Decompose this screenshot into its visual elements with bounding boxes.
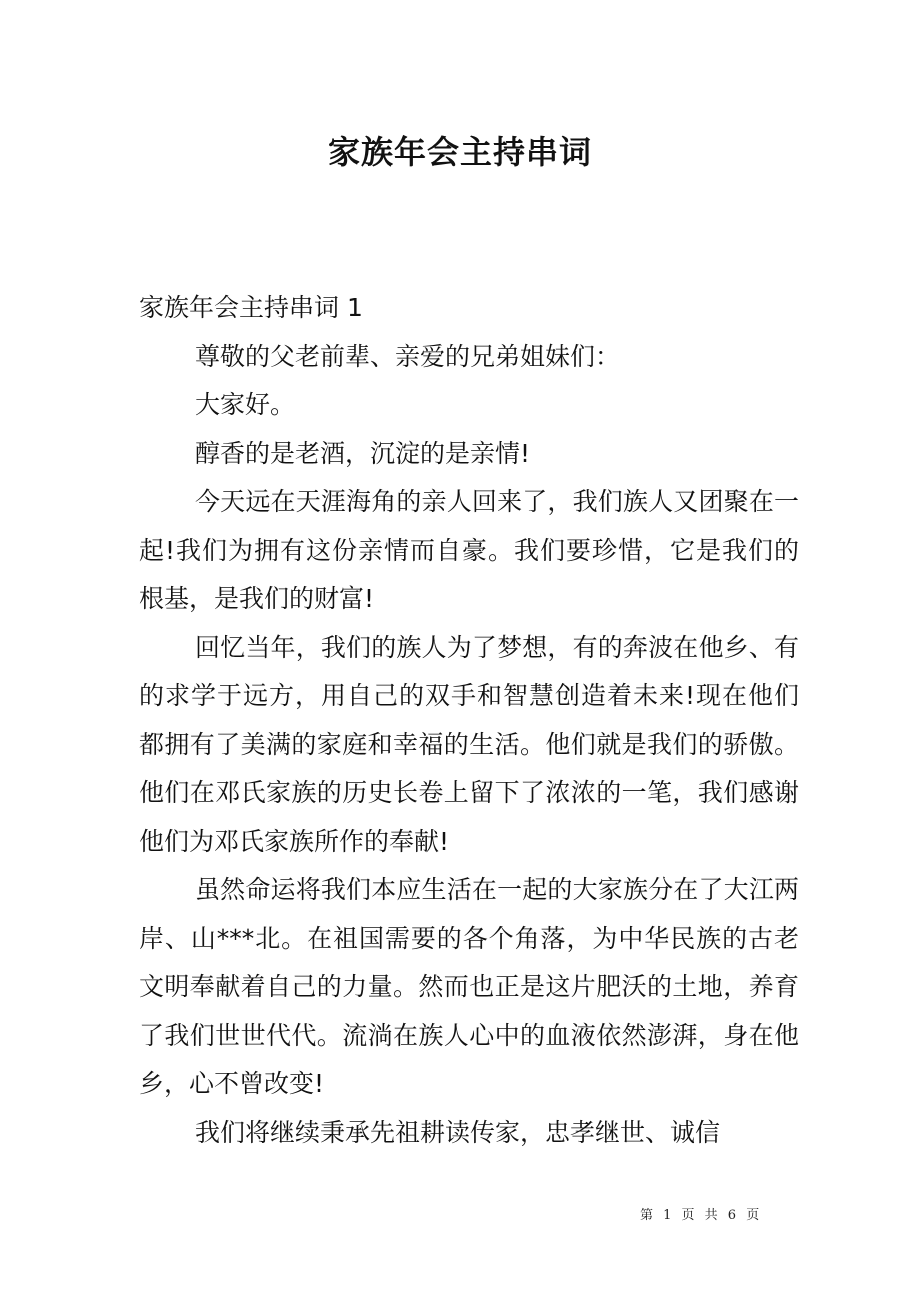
- page-number-footer: 第 1 页 共 6 页: [640, 1208, 763, 1223]
- paragraph-greeting: 尊敬的父老前辈、亲爱的兄弟姐妹们：: [195, 341, 621, 371]
- paragraph-memories: 回忆当年，我们的族人为了梦想，有的奔波在他乡、有的求学于远方，用自己的双手和智慧创造着未来!现在他们都拥有了美满的家庭和幸福的生活。他们就是我们的骄傲。他们在邓氏家族的历史长卷上留下了浓浓的一笔，我们感谢他们为邓氏家族所作的奉献!: [139, 632, 799, 856]
- paragraph-wine: 醇香的是老酒，沉淀的是亲情!: [195, 438, 531, 468]
- paragraph-continue: 我们将继续秉承先祖耕读传家，忠孝继世、诚信: [195, 1117, 721, 1147]
- paragraph-destiny: 虽然命运将我们本应生活在一起的大家族分在了大江两岸、山***北。在祖国需要的各个角落，为中华民族的古老文明奉献着自己的力量。然而也正是这片肥沃的土地，养育了我们世世代代。流淌在族人心中的血液依然澎湃，身在他乡，心不曾改变!: [139, 875, 799, 1098]
- section-heading: 家族年会主持串词 1: [139, 293, 363, 322]
- paragraph-hello: 大家好。: [195, 390, 296, 419]
- document-title: 家族年会主持串词: [327, 133, 592, 171]
- document-body: [139, 284, 799, 1157]
- paragraph-reunion: 今天远在天涯海角的亲人回来了，我们族人又团聚在一起!我们为拥有这份亲情而自豪。我们要珍惜，它是我们的根基，是我们的财富!: [139, 487, 799, 613]
